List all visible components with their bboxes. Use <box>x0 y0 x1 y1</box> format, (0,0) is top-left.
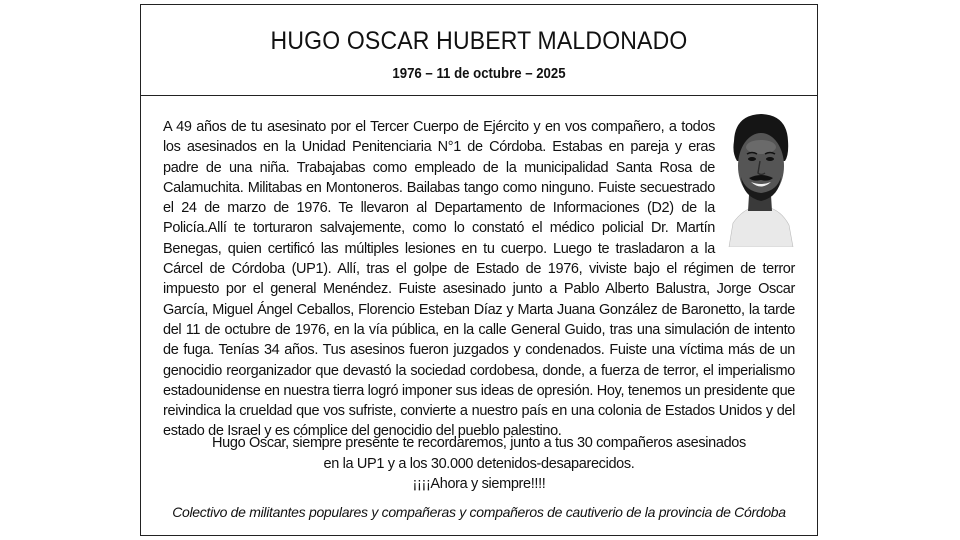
deceased-name: HUGO OSCAR HUBERT MALDONADO <box>270 27 688 55</box>
closing-message <box>163 433 795 495</box>
portrait-photo <box>725 111 795 247</box>
closing-line: en la UP1 y a los 30.000 detenidos-desaparecidos. <box>323 455 635 472</box>
memorial-dates: 1976 – 11 de octubre – 2025 <box>392 65 566 82</box>
signature-line: Colectivo de militantes populares y compañeras y compañeros de cautiverio de la provincia de Córdoba <box>172 504 786 520</box>
obituary-notice <box>140 4 818 536</box>
closing-line: Hugo Oscar, siempre presente te recordaremos, junto a tus 30 compañeros asesinados <box>212 435 746 451</box>
notice-header <box>141 5 817 96</box>
tribute-text-block <box>163 117 795 442</box>
tribute-paragraph: A 49 años de tu asesinato por el Tercer Cuerpo de Ejército y en vos compañero, a todos los asesinados en la Unidad Penitenciaria N°1 de Córdoba. Estabas en pareja y eras padre de una niña. Trabajabas como empleado de la municipalidad Santa Rosa de Calamuchita. Militabas en Montoneros. Bailabas tango como ninguno. Fuiste secuestrado el 24 de marzo de 1976. Te llevaron al Departamento de Informaciones (D2) de la Policía.Allí te torturaron salvajemente, como lo constató el médico policial Dr. Martín Benegas, quien certificó las múltiples lesiones en tu cuerpo. Luego te trasladaron a la Cárcel de Córdoba (UP1). Allí, tras el golpe de Estado de 1976, viviste bajo el régimen de terror impuesto por el general Menéndez. Fuiste asesinado junto a Pablo Alberto Balustra, Jorge Oscar García, Miguel Ángel Ceballos, Florencio Esteban Díaz y Marta Juana González de Baronetto, la tarde del 11 de octubre de 1976, en la vía pública, en la calle General Guido, tras una simulación de intento de fuga. Tenías 34 años. Tus asesinos fueron juzgados y condenados. Fuiste una víctima más de un genocidio reorganizador que devastó la sociedad cordobesa, donde, a fuerza de terror, el imperialismo estadounidense en nuestra tierra logró imponer sus ideas de opresión. Hoy, tenemos un presidente que reivindica la crueldad que vos sufriste, convierte a nuestro país en una colonia de Estados Unidos y del estado de Israel y es cómplice del genocidio del pueblo palestino. <box>163 119 795 440</box>
closing-line: ¡¡¡¡Ahora y siempre!!!! <box>412 476 546 492</box>
